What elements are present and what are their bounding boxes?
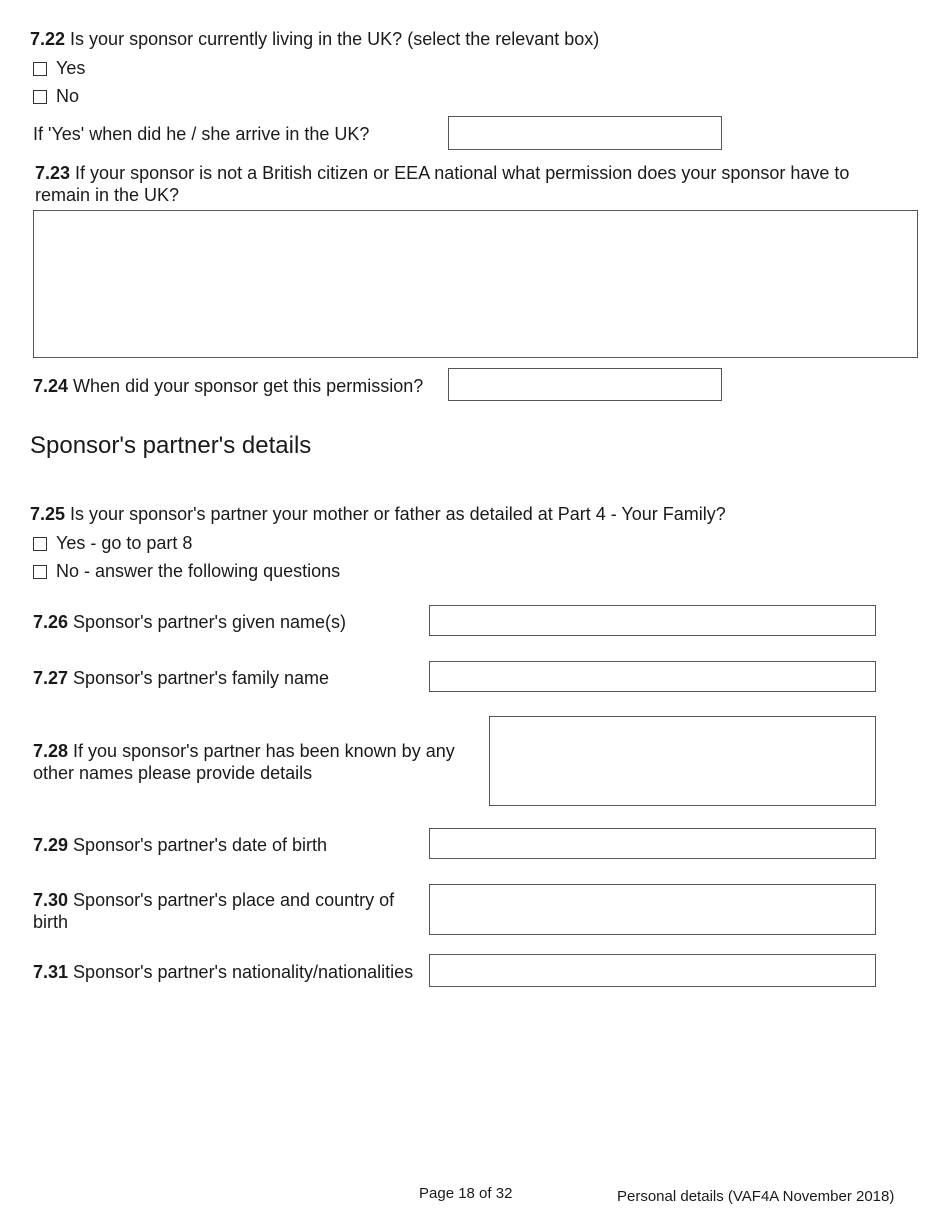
question-text: Sponsor's partner's date of birth — [73, 835, 328, 855]
question-7-24 — [33, 375, 423, 397]
question-number: 7.30 — [33, 890, 69, 910]
question-text: Is your sponsor currently living in the UK? (select the relevant box) — [70, 29, 600, 49]
question-number: 7.29 — [33, 835, 69, 855]
question-number: 7.28 — [33, 741, 69, 761]
question-number: 7.26 — [33, 612, 69, 632]
permission-details-field[interactable] — [33, 210, 918, 358]
question-number: 7.22 — [30, 29, 66, 49]
question-7-30 — [33, 889, 423, 933]
partner-family-name-field[interactable] — [429, 661, 876, 692]
question-7-27 — [33, 667, 329, 689]
partner-nationality-field[interactable] — [429, 954, 876, 987]
question-text: If your sponsor is not a British citizen or EEA national what permission does your sponsor have to remain in the UK? — [35, 163, 850, 205]
document-reference: Personal details (VAF4A November 2018) — [617, 1188, 895, 1205]
partner-place-of-birth-field[interactable] — [429, 884, 876, 935]
question-number: 7.23 — [35, 163, 71, 183]
question-text: Sponsor's partner's given name(s) — [73, 612, 347, 632]
yes-label-7-25: Yes - go to part 8 — [56, 533, 193, 553]
partner-given-names-field[interactable] — [429, 605, 876, 636]
no-checkbox-7-25[interactable] — [33, 565, 47, 579]
question-text: Sponsor's partner's nationality/nationalities — [73, 962, 414, 982]
question-text: When did your sponsor get this permission? — [73, 376, 424, 396]
question-text: If you sponsor's partner has been known by any other names please provide details — [33, 741, 455, 783]
question-text: Is your sponsor's partner your mother or father as detailed at Part 4 - Your Family? — [70, 504, 726, 524]
question-7-23 — [35, 162, 905, 206]
question-7-22 — [30, 28, 599, 50]
section-heading: Sponsor's partner's details — [30, 432, 312, 459]
yes-checkbox-7-25[interactable] — [33, 537, 47, 551]
no-label-7-22: No — [56, 86, 80, 106]
question-number: 7.31 — [33, 962, 69, 982]
arrival-date-field[interactable] — [448, 116, 722, 150]
question-7-28 — [33, 740, 483, 784]
no-checkbox-7-22[interactable] — [33, 90, 47, 104]
yes-label-7-22: Yes — [56, 58, 86, 78]
question-7-25 — [30, 503, 726, 525]
question-text: Sponsor's partner's place and country of birth — [33, 890, 395, 932]
question-7-31 — [33, 961, 413, 983]
question-number: 7.24 — [33, 376, 69, 396]
question-7-26 — [33, 611, 346, 633]
question-7-29 — [33, 834, 327, 856]
partner-date-of-birth-field[interactable] — [429, 828, 876, 859]
question-number: 7.27 — [33, 668, 69, 688]
no-label-7-25: No - answer the following questions — [56, 561, 341, 581]
yes-checkbox-7-22[interactable] — [33, 62, 47, 76]
permission-date-field[interactable] — [448, 368, 722, 401]
partner-other-names-field[interactable] — [489, 716, 876, 806]
page-number: Page 18 of 32 — [419, 1185, 513, 1202]
question-number: 7.25 — [30, 504, 66, 524]
arrival-date-label: If 'Yes' when did he / she arrive in the UK? — [33, 124, 370, 144]
question-text: Sponsor's partner's family name — [73, 668, 330, 688]
